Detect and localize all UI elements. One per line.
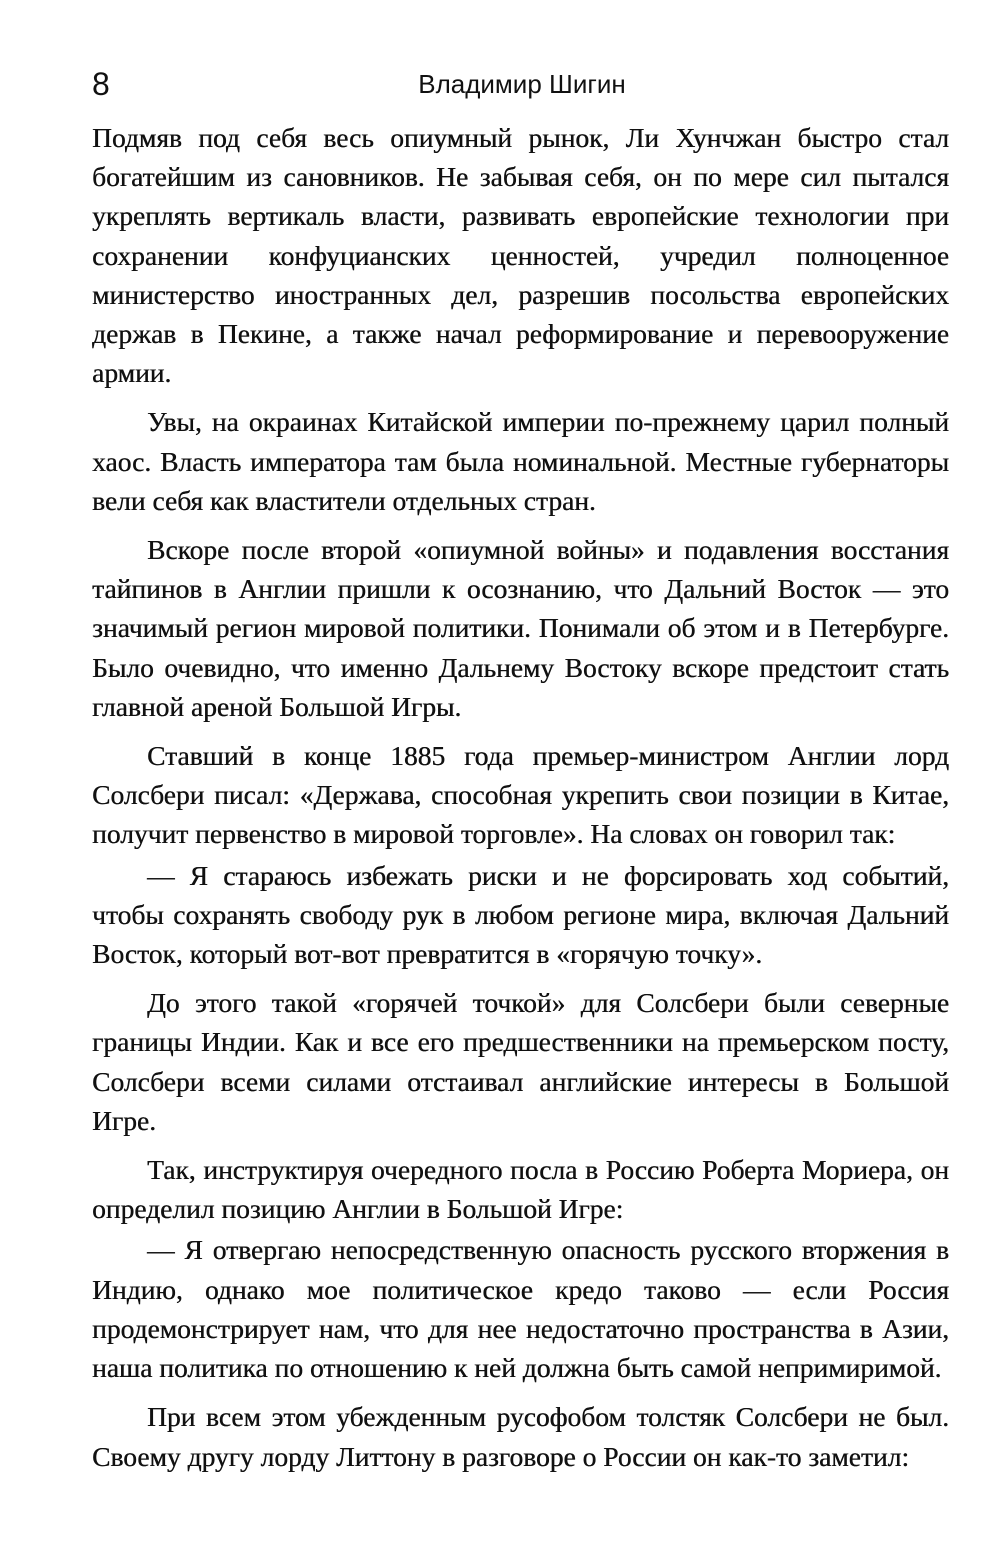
quote-paragraph: — Я стараюсь избежать риски и не форсировать ход событий, чтобы сохранять свободу рук в любом регионе мира, включая Дальний Восток, который вот-вот превратится в «горячую точку».	[92, 859, 949, 970]
paragraph: Подмяв под себя весь опиумный рынок, Ли Хунчжан быстро стал богатейшим из сановников. Не забывая себя, он по мере сил пытался укреплять вертикаль власти, развивать европейские технологии при сохранении конфуцианских ценностей, учредил полноценное министерство иностранных дел, разрешив посольства европейских держав в Пекине, а также начал реформирование и перевооружение армии.	[92, 122, 949, 389]
page-number: 8	[92, 66, 110, 102]
body-text	[92, 118, 949, 1486]
paragraph: Вскоре после второй «опиумной войны» и подавления восстания тайпинов в Англии пришли к осознанию, что Дальний Восток — это значимый регион мировой политики. Понимали об этом и в Петербурге. Было очевидно, что именно Дальнему Востоку вскоре предстоит стать главной ареной Большой Игры.	[92, 534, 949, 722]
quote-paragraph: — Я отвергаю непосредственную опасность русского вторжения в Индию, однако мое политическое кредо таково — если Россия продемонстрирует нам, что для нее недостаточно пространства в Азии, наша политика по отношению к ней должна быть самой непримиримой.	[92, 1234, 949, 1384]
paragraph: До этого такой «горячей точкой» для Солсбери были северные границы Индии. Как и все его предшественники на премьерском посту, Солсбери всеми силами отстаивал английские интересы в Большой Игре.	[92, 987, 949, 1136]
running-title: Владимир Шигин	[418, 69, 626, 99]
paragraph: Ставший в конце 1885 года премьер-министром Англии лорд Солсбери писал: «Держава, способная укрепить свои позиции в Китае, получит первенство в мировой торговле». На словах он говорил так:	[92, 740, 949, 850]
paragraph: Так, инструктируя очередного посла в Россию Роберта Мориера, он определил позицию Англии в Большой Игре:	[92, 1154, 949, 1225]
paragraph: Увы, на окраинах Китайской империи по-прежнему царил полный хаос. Власть императора там была номинальной. Местные губернаторы вели себя как властители отдельных стран.	[92, 406, 949, 516]
paragraph: При всем этом убежденным русофобом толстяк Солсбери не был. Своему другу лорду Литтону в разговоре о России он как-то заметил:	[92, 1401, 949, 1472]
page-header	[92, 62, 952, 106]
